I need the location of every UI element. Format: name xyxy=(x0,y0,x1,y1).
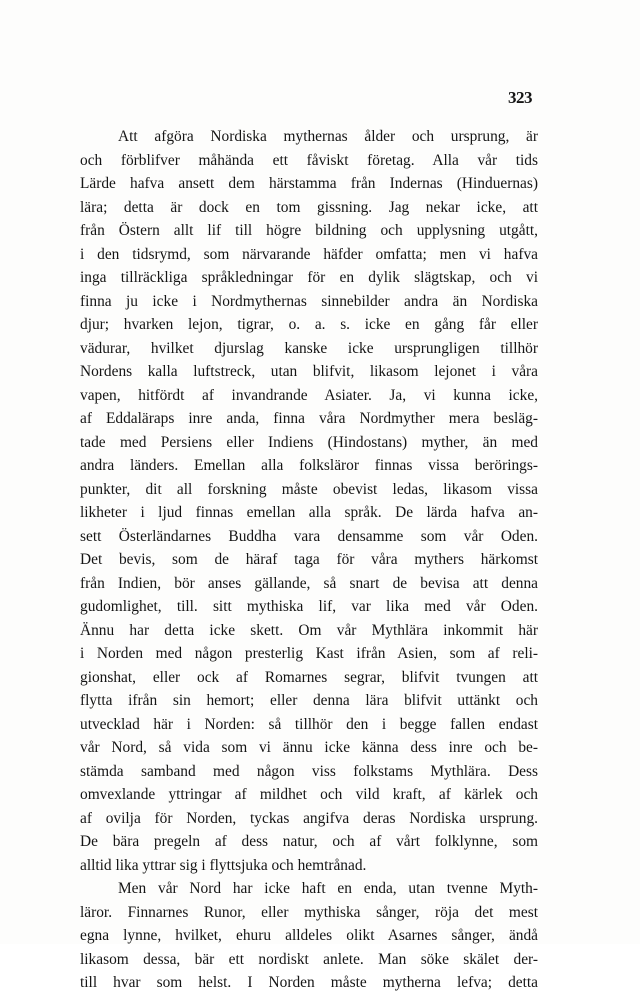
text-line: Men vår Nord har icke haft en enda, utan tvenne Myth- xyxy=(118,880,538,897)
text-line: gionshat, eller ock af Romarnes segrar, blifvit tvungen att xyxy=(80,668,538,686)
text-line: Nordens kalla luftstreck, utan blifvit, likasom lejonet i våra xyxy=(80,363,538,380)
text-line: djur; hvarken lejon, tigrar, o. a. s. icke en gång får eller xyxy=(80,316,538,333)
page-number: 323 xyxy=(508,88,532,107)
text-line: omvexlande yttringar af mildhet och vild kraft, af kärlek och xyxy=(80,786,538,803)
text-line: Ännu har detta icke skett. Om vår Mythlära inkommit här xyxy=(80,621,538,639)
text-line: vår Nord, så vida som vi ännu icke känna dess inre och be- xyxy=(80,739,538,756)
text-line: finna ju icke i Nordmythernas sinnebilder andra än Nordiska xyxy=(80,292,538,310)
text-line: egna lynne, hvilket, ehuru alldeles olikt Asarnes sånger, ändå xyxy=(80,927,538,944)
text-line: utvecklad här i Norden: så tillhör den i begge fallen endast xyxy=(80,715,538,733)
text-line: stämda samband med någon viss folkstams Mythlära. Dess xyxy=(80,762,538,780)
text-line: Det bevis, som de häraf taga för våra mythers härkomst xyxy=(80,551,538,568)
text-line: flytta ifrån sin hemort; eller denna lära blifvit uttänkt och xyxy=(80,692,538,709)
text-line: alltid lika yttrar sig i flyttsjuka och hemtrånad. xyxy=(80,856,367,874)
text-line: från Indien, bör anses gällande, så snart de bevisa att denna xyxy=(80,574,538,592)
text-line: af ovilja för Norden, tyckas angifva deras Nordiska ursprung. xyxy=(80,809,538,827)
text-line: Att afgöra Nordiska mythernas ålder och ursprung, är xyxy=(118,128,538,145)
text-line: vapen, hitfördt af invandrande Asiater. Ja, vi kunna icke, xyxy=(80,386,538,404)
text-line: Lärde hafva ansett dem härstamma från Indernas (Hinduernas) xyxy=(80,175,538,192)
text-line: i Norden med någon presterlig Kast ifrån Asien, som af reli- xyxy=(80,645,538,662)
text-line: i den tidsrymd, som närvarande häfder omfatta; men vi hafva xyxy=(80,245,538,263)
text-line: gudomlighet, till. sitt mythiska lif, var lika med vår Oden. xyxy=(80,598,538,615)
text-line: likheter i ljud finnas emellan alla språk. De lärda hafva an- xyxy=(80,504,538,521)
text-line: från Östern allt lif till högre bildning och upplysning utgått, xyxy=(80,222,538,239)
text-line: andra länders. Emellan alla folksläror finnas vissa berörings- xyxy=(80,457,538,474)
text-line: vädurar, hvilket djurslag kanske icke ursprungligen tillhör xyxy=(80,339,538,357)
text-line: De bära pregeln af dess natur, och af vårt folklynne, som xyxy=(80,833,538,850)
text-line: sett Österländarnes Buddha vara densamme som vår Oden. xyxy=(80,527,538,545)
text-line: till hvar som helst. I Norden måste mytherna lefva; detta xyxy=(80,974,538,991)
text-line: af Eddaläraps inre anda, finna våra Nordmyther mera besläg- xyxy=(80,410,538,427)
text-line: likasom dessa, bär ett nordiskt anlete. Man söke skälet der- xyxy=(80,950,538,968)
text-line: tade med Persiens eller Indiens (Hindostans) myther, än med xyxy=(80,433,538,451)
text-line: läror. Finnarnes Runor, eller mythiska sånger, röja det mest xyxy=(80,903,538,921)
text-line: lära; detta är dock en tom gissning. Jag nekar icke, att xyxy=(80,198,538,216)
text-line: punkter, dit all forskning måste obevist ledas, likasom vissa xyxy=(80,480,538,498)
text-line: inga tillräckliga språkledningar för en dylik slägtskap, och vi xyxy=(80,269,538,286)
text-line: och förblifver måhända ett fåviskt företag. Alla vår tids xyxy=(80,151,538,169)
body-text xyxy=(80,125,538,995)
